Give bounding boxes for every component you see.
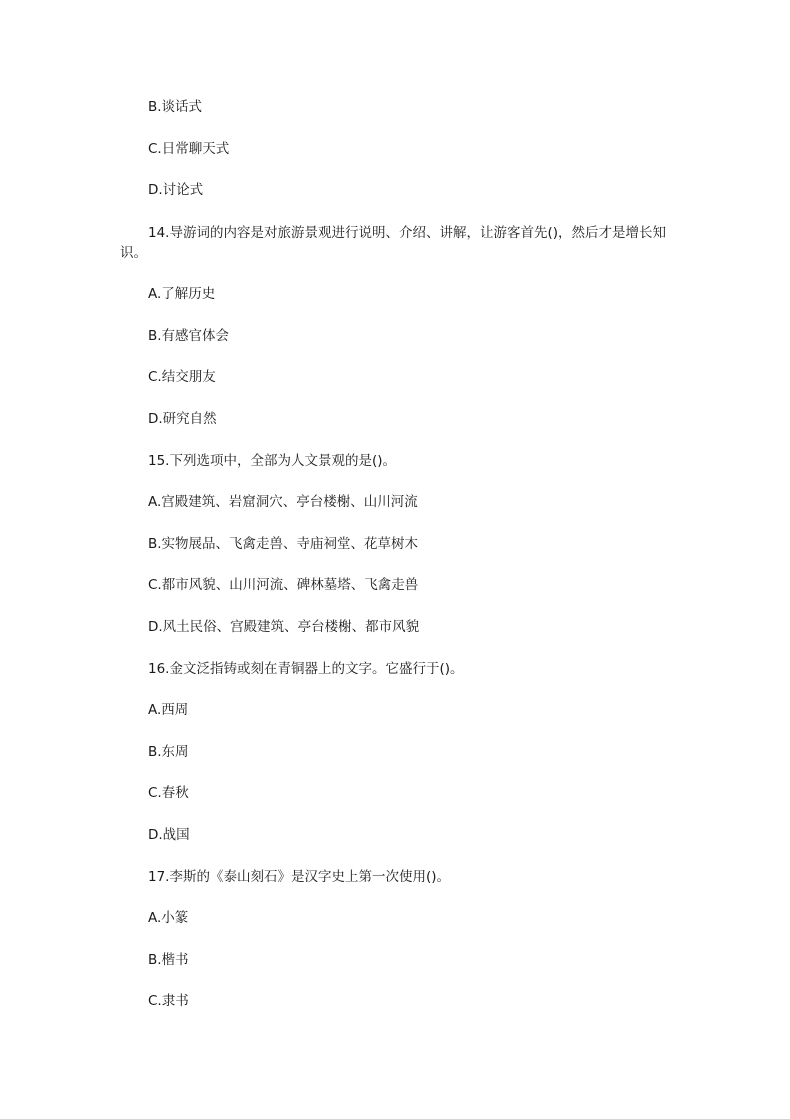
q16-option-a: A.西周: [148, 702, 189, 718]
option-b: B.谈话式: [148, 99, 203, 115]
q16-option-b: B.东周: [148, 744, 189, 760]
option-c: C.日常聊天式: [148, 141, 230, 157]
q17-option-b: B.楷书: [148, 952, 189, 968]
q16-option-c: C.春秋: [148, 785, 189, 801]
q17-option-a: A.小篆: [148, 910, 189, 926]
q15-option-b: B.实物展品、飞禽走兽、寺庙祠堂、花草树木: [148, 536, 419, 552]
q16-option-d: D.战国: [148, 827, 190, 843]
question-16-stem: 16.金文泛指铸或刻在青铜器上的文字。它盛行于()。: [148, 661, 464, 677]
q14-option-a: A.了解历史: [148, 286, 216, 302]
question-17-stem: 17.李斯的《泰山刻石》是汉字史上第一次使用()。: [148, 869, 451, 885]
q14-option-c: C.结交朋友: [148, 369, 216, 385]
question-15-stem: 15.下列选项中，全部为人文景观的是()。: [148, 453, 397, 469]
option-d: D.讨论式: [148, 182, 204, 198]
q14-option-b: B.有感官体会: [148, 328, 230, 344]
q17-option-c: C.隶书: [148, 993, 189, 1009]
q15-option-c: C.都市风貌、山川河流、碑林墓塔、飞禽走兽: [148, 577, 419, 593]
question-14-stem: 14.导游词的内容是对旅游景观进行说明、介绍、讲解，让游客首先()，然后才是增长知识。: [120, 225, 667, 261]
q15-option-a: A.宫殿建筑、岩窟洞穴、亭台楼榭、山川河流: [148, 494, 418, 510]
q14-option-d: D.研究自然: [148, 411, 217, 427]
q15-option-d: D.风土民俗、宫殿建筑、亭台楼榭、都市风貌: [148, 619, 420, 635]
